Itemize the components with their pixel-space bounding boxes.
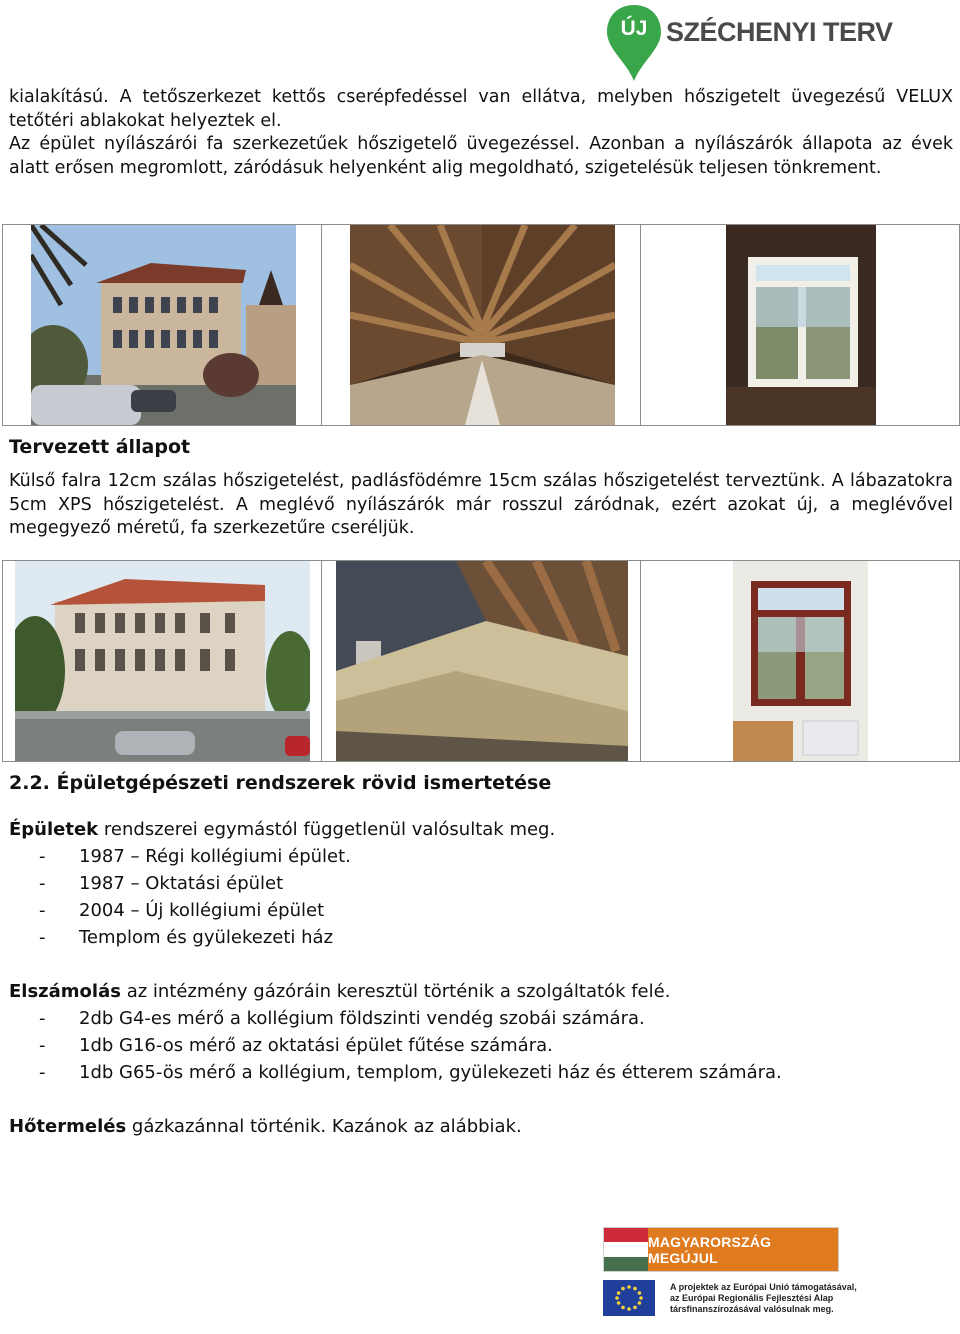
billing-text: az intézmény gázóráin keresztül történik a szolgáltatók felé. [120,981,671,1002]
eu-funding-note [670,1282,870,1315]
list-item: - 1987 – Oktatási épület [39,873,284,894]
photo-attic-planned [336,561,628,761]
eu-flag-icon [603,1280,655,1316]
intro-paragraph-2: Az épület nyílászárói fa szerkezetűek hőszigetelő üvegezéssel. Azonban a nyílászárók állapota az évek alatt erősen megromlott, záródásuk helyenként alig megoldható, szigetelésük teljesen tönkrement. [9,134,953,178]
banner-label: MAGYARORSZÁG MEGÚJUL [648,1228,838,1271]
billing-paragraph [9,978,953,1005]
intro-paragraph-1: kialakítású. A tetőszerkezet kettős cserépfedéssel van ellátva, melyben hőszigetelt üvegezésű VELUX tetőtéri ablakokat helyeztek el. [9,87,953,131]
photo-building-planned [15,561,310,761]
photo-window-planned [733,561,868,761]
photo-attic-existing [350,225,615,425]
magyarorszag-megujul-banner [603,1227,839,1272]
eu-note-line-3: társfinanszírozásával valósulnak meg. [670,1304,834,1314]
planned-state-paragraph: Külső falra 12cm szálas hőszigetelést, padlásfödémre 15cm szálas hőszigetelést terveztünk. A lábazatokra 5cm XPS hőszigetelést. A meglévő nyílászárók már rosszul záródnak, ezért azokat új, a meglévővel megegyező méretű, fa szerkezetűre cseréljük. [9,471,953,538]
buildings-text: rendszerei egymástól függetlenül valósultak meg. [98,819,556,840]
eu-note-line-1: A projektek az Európai Unió támogatásával, [670,1282,857,1292]
photo-cell-attic-planned [322,561,641,761]
szechenyi-terv-logo [604,3,893,83]
planned-state-heading: Tervezett állapot [9,436,191,458]
buildings-list [9,843,953,951]
photo-cell-building-planned [3,561,322,761]
heat-text: gázkazánnal történik. Kazánok az alábbiak. [126,1116,522,1137]
list-item: - Templom és gyülekezeti ház [39,927,334,948]
section-heading: 2.2. Épületgépészeti rendszerek rövid ismertetése [9,772,552,794]
logo-text: SZÉCHENYI TERV [666,17,893,47]
photo-cell-building-existing [3,225,322,425]
photo-cell-attic-existing [322,225,641,425]
planned-state-photo-row [2,560,960,762]
logo-badge: ÚJ [620,17,648,40]
buildings-lead: Épületek [9,819,99,840]
heat-paragraph [9,1113,953,1140]
list-item: - 1987 – Régi kollégiumi épület. [39,846,351,867]
list-item: - 1db G65-ös mérő a kollégium, templom, gyülekezeti ház és étterem számára. [39,1062,782,1083]
hungarian-flag-icon [604,1228,648,1271]
photo-building-existing [31,225,296,425]
list-item: - 1db G16-os mérő az oktatási épület fűtése számára. [39,1035,553,1056]
list-item: - 2004 – Új kollégiumi épület [39,900,325,921]
eu-note-line-2: az Európai Regionális Fejlesztési Alap [670,1293,834,1303]
map-pin-icon [604,3,664,83]
billing-lead: Elszámolás [9,981,121,1002]
photo-window-existing [726,225,876,425]
photo-cell-window-planned [641,561,959,761]
photo-cell-window-existing [641,225,959,425]
list-item: - 2db G4-es mérő a kollégium földszinti vendég szobái számára. [39,1008,645,1029]
buildings-paragraph [9,816,953,843]
existing-state-photo-row [2,224,960,426]
billing-list [9,1005,953,1086]
heat-lead: Hőtermelés [9,1116,127,1137]
